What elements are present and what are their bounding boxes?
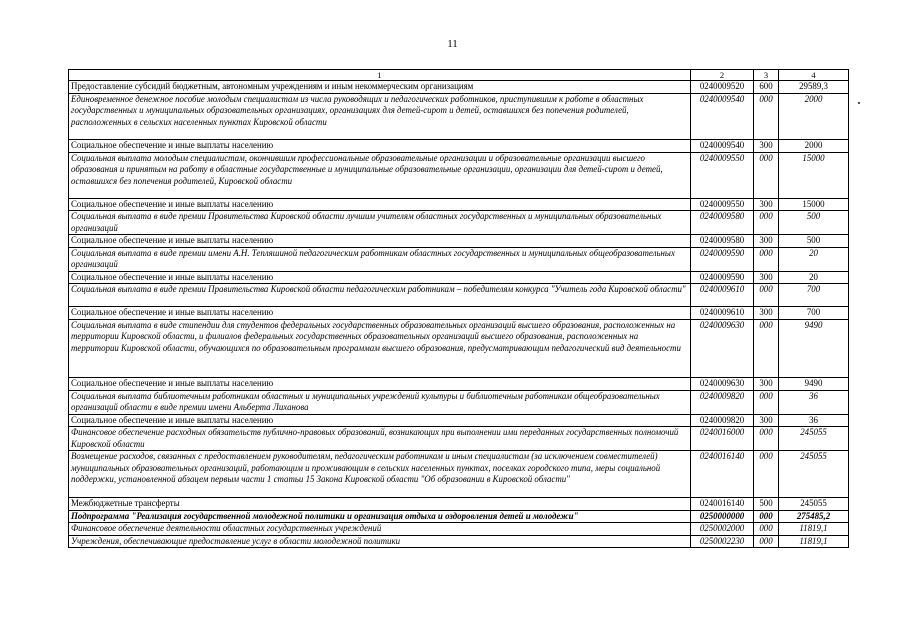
row-type: 300 <box>754 139 779 152</box>
row-type: 300 <box>754 377 779 390</box>
row-code: 0240009540 <box>691 139 754 152</box>
table-row <box>69 451 849 498</box>
row-name: Социальное обеспечение и иные выплаты населению <box>69 139 691 152</box>
row-code: 0250000000 <box>691 510 754 523</box>
row-code: 0240016140 <box>691 498 754 511</box>
row-type: 000 <box>754 535 779 548</box>
table-row <box>69 152 849 198</box>
row-code: 0240009590 <box>691 247 754 271</box>
table-row <box>69 211 849 235</box>
row-name: Социальное обеспечение и иные выплаты населению <box>69 377 691 390</box>
budget-table <box>68 69 849 548</box>
row-name: Возмещение расходов, связанных с предоставлением руководителям, педагогическим работникам и иным специалистам (за исключением совместителей) муниципальных образовательных организаций, работающим и проживающим в сельских населенных пунктах, поселках городского типа, меры социальной поддержки, установленной абзацем первым части 1 статьи 15 Закона Кировской области "Об образовании в Кировской области" <box>69 451 691 498</box>
row-code: 0250002230 <box>691 535 754 548</box>
row-amount: 2000 <box>779 93 849 139</box>
table-row <box>69 523 849 536</box>
row-amount: 15000 <box>779 198 849 211</box>
row-type: 500 <box>754 498 779 511</box>
row-amount: 245055 <box>779 451 849 498</box>
table-row <box>69 319 849 377</box>
row-amount: 275485,2 <box>779 510 849 523</box>
row-name: Финансовое обеспечение расходных обязательств публично-правовых образований, возникающих при выполнении ими переданных государственных полномочий Кировской области <box>69 427 691 451</box>
row-name: Социальная выплата библиотечным работникам областных и муниципальных учреждений культуры и библиотечным работникам общеобразовательных организаций области в виде премии имени Альберта Лиханова <box>69 390 691 414</box>
row-code: 0240009550 <box>691 198 754 211</box>
row-name: Финансовое обеспечение деятельности областных государственных учреждений <box>69 523 691 536</box>
header-col-3: 3 <box>754 70 779 81</box>
row-name: Социальная выплата в виде премии Правительства Кировской области лучшим учителям областных государственных и муниципальных образовательных организаций <box>69 211 691 235</box>
row-amount: 20 <box>779 271 849 284</box>
row-amount: 2000 <box>779 139 849 152</box>
row-type: 000 <box>754 427 779 451</box>
row-type: 300 <box>754 235 779 248</box>
table-row <box>69 271 849 284</box>
row-type: 000 <box>754 211 779 235</box>
row-type: 000 <box>754 510 779 523</box>
row-code: 0240016000 <box>691 427 754 451</box>
table-row <box>69 377 849 390</box>
row-code: 0240009580 <box>691 211 754 235</box>
row-amount: 700 <box>779 307 849 320</box>
row-amount: 11819,1 <box>779 535 849 548</box>
row-name: Социальная выплата в виде премии Правительства Кировской области педагогическим работникам – победителям конкурса "Учитель года Кировской области" <box>69 284 691 307</box>
row-type: 000 <box>754 247 779 271</box>
row-code: 0240009580 <box>691 235 754 248</box>
row-name: Предоставление субсидий бюджетным, автономным учреждениям и иным некоммерческим организациям <box>69 81 691 94</box>
table-row <box>69 510 849 523</box>
page-number: 11 <box>447 38 458 50</box>
table-row <box>69 390 849 414</box>
row-type: 000 <box>754 319 779 377</box>
table-header-row <box>69 70 849 81</box>
row-name: Подпрограмма "Реализация государственной молодежной политики и организация отдыха и оздоровления детей и молодежи" <box>69 510 691 523</box>
row-amount: 15000 <box>779 152 849 198</box>
row-name: Социальное обеспечение и иные выплаты населению <box>69 271 691 284</box>
row-name: Социальное обеспечение и иные выплаты населению <box>69 414 691 427</box>
row-type: 000 <box>754 284 779 307</box>
row-amount: 36 <box>779 390 849 414</box>
table-row <box>69 498 849 511</box>
header-col-4: 4 <box>779 70 849 81</box>
row-type: 000 <box>754 390 779 414</box>
row-code: 0240009610 <box>691 284 754 307</box>
row-name: Социальная выплата в виде премии имени А.Н. Тепляшиной педагогическим работникам областных государственных и муниципальных общеобразовательных организаций <box>69 247 691 271</box>
row-name: Социальная выплата молодым специалистам, окончившим профессиональные образовательные организации и образовательные организации высшего образования и принятым на работу в областные государственные и муниципальные образовательные организации, организации для детей-сирот и детей, оставшихся без попечения родителей, Кировской области <box>69 152 691 198</box>
row-type: 300 <box>754 414 779 427</box>
row-name: Учреждения, обеспечивающие предоставление услуг в области молодежной политики <box>69 535 691 548</box>
table-row <box>69 307 849 320</box>
row-amount: 11819,1 <box>779 523 849 536</box>
table-row <box>69 535 849 548</box>
row-code: 0240009540 <box>691 93 754 139</box>
row-amount: 245055 <box>779 427 849 451</box>
row-name: Социальное обеспечение и иные выплаты населению <box>69 235 691 248</box>
row-code: 0250002000 <box>691 523 754 536</box>
row-name: Единовременное денежное пособие молодым специалистам из числа руководящих и педагогических работников, приступившим к работе в областных государственных и муниципальных образовательных организациях, организациях для детей-сирот и детей, оставшихся без попечения родителей, расположенных в сельских населенных пунктах Кировской области <box>69 93 691 139</box>
row-code: 0240009820 <box>691 390 754 414</box>
margin-mark <box>858 102 860 104</box>
row-code: 0240009610 <box>691 307 754 320</box>
row-amount: 500 <box>779 211 849 235</box>
row-code: 0240009630 <box>691 377 754 390</box>
row-type: 300 <box>754 271 779 284</box>
row-amount: 20 <box>779 247 849 271</box>
row-amount: 29589,3 <box>779 81 849 94</box>
row-name: Межбюджетные трансферты <box>69 498 691 511</box>
row-type: 000 <box>754 152 779 198</box>
table-row <box>69 427 849 451</box>
row-code: 0240009520 <box>691 81 754 94</box>
header-col-1: 1 <box>69 70 691 81</box>
row-amount: 500 <box>779 235 849 248</box>
table-row <box>69 414 849 427</box>
row-code: 0240009590 <box>691 271 754 284</box>
row-type: 000 <box>754 523 779 536</box>
row-type: 300 <box>754 198 779 211</box>
row-amount: 245055 <box>779 498 849 511</box>
row-type: 000 <box>754 93 779 139</box>
row-name: Социальная выплата в виде стипендии для студентов федеральных государственных образовательных организаций высшего образования, расположенных на территории Кировской области, и филиалов федеральных государственных образовательных организаций высшего образования, расположенных на территории Кировской области, обучающихся по образовательным программам высшего образования, предусматривающим педагогический вид деятельности <box>69 319 691 377</box>
row-code: 0240009820 <box>691 414 754 427</box>
row-amount: 700 <box>779 284 849 307</box>
row-type: 300 <box>754 307 779 320</box>
table-row <box>69 284 849 307</box>
row-amount: 9490 <box>779 319 849 377</box>
table-row <box>69 247 849 271</box>
row-name: Социальное обеспечение и иные выплаты населению <box>69 198 691 211</box>
table-row <box>69 81 849 94</box>
table-row <box>69 139 849 152</box>
row-amount: 36 <box>779 414 849 427</box>
row-type: 000 <box>754 451 779 498</box>
row-code: 0240009550 <box>691 152 754 198</box>
table-row <box>69 93 849 139</box>
row-code: 0240009630 <box>691 319 754 377</box>
row-type: 600 <box>754 81 779 94</box>
table-row <box>69 198 849 211</box>
table-row <box>69 235 849 248</box>
row-amount: 9490 <box>779 377 849 390</box>
row-name: Социальное обеспечение и иные выплаты населению <box>69 307 691 320</box>
header-col-2: 2 <box>691 70 754 81</box>
row-code: 0240016140 <box>691 451 754 498</box>
